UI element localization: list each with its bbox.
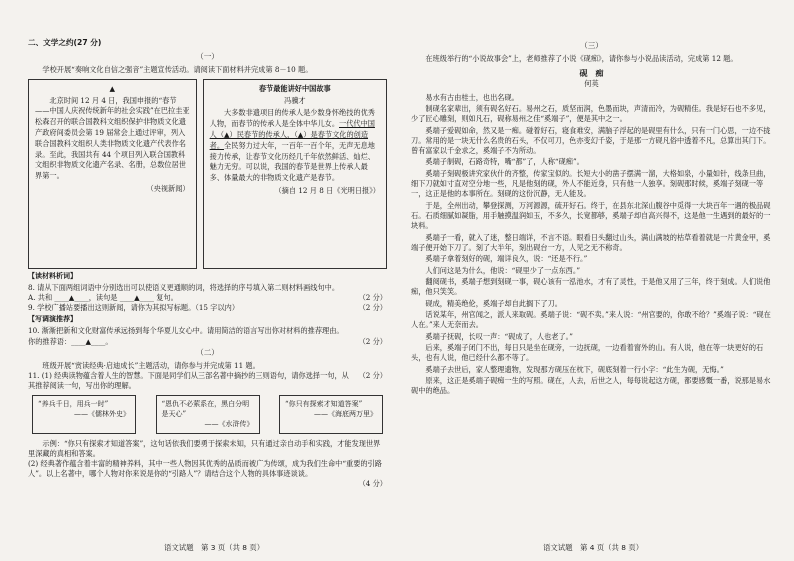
story-paragraph: 奚端子制砚，石路奇特，嘴“都”了，人称“砚痴”。: [425, 157, 584, 167]
question-9-points: （2 分）: [358, 303, 387, 313]
material-article-source: （摘自 12 月 8 日《光明日报》）: [274, 185, 380, 195]
question-11-1: 11. (1) 经典读物蕴含着人生的智慧。下面是同学们从三部名著中摘抄的三则语句，请你选择一句，从其推荐阅读一句，写出你的理解。 （2 分）: [28, 370, 387, 390]
part-two-label: （二）: [196, 347, 219, 357]
question-11-2-points: （4 分）: [358, 479, 387, 489]
label-write: 【写调演推荐】: [28, 315, 77, 324]
quote-box-1: “养兵千日，用兵一时” ——《儒林外史》: [32, 395, 136, 433]
question-10-points: （2 分）: [358, 336, 387, 346]
story-paragraph: 翻阅砚书，奚端子想到刻砚一事，砚心该有一泓池水，才有了灵性，于是他又用了三年，终于刻成。人们说他痴，他只笑笑。: [411, 276, 771, 297]
story-body: [411, 93, 772, 397]
story-paragraph: 奚端子一看，就入了迷，整日端详，不言不语。眼看日头翻过山头，满山满坡的枯草看着就是一片黄金甲，奚端子便开始下刀了。刻了大半年，刻出砚台一方，人见之无不称奇。: [411, 232, 771, 252]
story-paragraph: 奚端子拿着刻好的砚，端详良久，说：“还是不行。”: [425, 254, 588, 264]
story-paragraph: 话说某年，州官闻之，派人来取砚。奚端子说：“砚不卖。”来人说：“州官要的，你敢不给？”奚端子说：“砚在人在。”来人无奈而去。: [411, 310, 771, 330]
quote-box-3: “你只有探索才知道答案” ——《海底两万里》: [279, 395, 383, 433]
story-paragraph: 于是，全州出动，攀登探测，万河源源，硫开好石。终于，在县东北深山腹谷中觅得一大块百年一遇的极品砚石。石质细腻如凝脂，用手触摸温润如玉，不多久，长宽都够，奚端子却自高兴得不，这是他一生遇到的最好的一块料。: [411, 200, 771, 231]
material-article-text: 大多数非遗项目的传承人是少数身怀绝技的优秀人物，而春节的传承人是全体中华儿女。一代代中国人（▲）民春节的传承人，（▲）是春节文化的创造者。全民努力过大年，一百年一百个年，无声无息地接力传承，让春节文化历经几千年依然鲜活、灿烂、魅力无穷。可以说，我国的春节是世界上传承人最多、体量最大的非物质文化遗产是春节。: [209, 108, 375, 183]
story-paragraph: 砚成，精美绝伦，奚端子却自此搁下了刀。: [425, 298, 562, 308]
part-three-label: （三）: [580, 41, 603, 50]
story-paragraph: 奚端子爱砚如命，然又是一痴。碰着好石，寝食难安，满脑子浮起的是砚里有什么，只有一门心思，一边不拢刀。常用的是一块无什么名贵的石头，不仅可刀，色亦变幻千姿，于是那一方砚凡俗中透着不凡，总算出其门下。曾有富家以千金求之，奚端子不为所动。: [411, 125, 771, 156]
material-news-title-mark: ▲: [109, 83, 116, 93]
question-11-2: (2) 经典著作蕴含着丰富的精神养料，其中一些人物因其优秀的品质而被广为传颂，成为我们生命中“重要的引路人”。以上名著中，哪个人物对你来说是你的“引路人”？请结合这个人物的具体事迹谈谈。: [28, 459, 382, 479]
story-paragraph: 易水有古由桂士，也出名砚。: [425, 92, 519, 102]
material-article-title: 春节最能讲好中国故事: [258, 83, 331, 93]
right-footer: 语文试题 第 4 页（共 8 页）: [543, 543, 644, 553]
question-8-points: （2 分）: [358, 292, 387, 302]
underlined-sentence: 一代代中国人（▲）民春节的传承人，（▲）是春节文化的创造者。: [209, 119, 375, 150]
question-8-line: A. 共和 ____▲____，读句是 ____▲____ 复句。 （2 分）: [28, 292, 387, 302]
story-paragraph: 人们问这是为什么，他说：“砚里少了一点东西。”: [425, 265, 581, 275]
story-paragraph: 奚端子去世后，家人整理遗物，发现那方砚压在枕下，砚底刻着一行小字：“此生为砚，无悔。”: [425, 364, 724, 374]
left-footer: 语文试题 第 3 页（共 8 页）: [164, 543, 265, 553]
material-article-author: 冯骥才: [284, 95, 306, 105]
story-paragraph: 后来，奚端子闭门不出，每日只是坐在砚旁，一边抚砚，一边看着窗外的山。有人说，他在等一块更好的石头，也有人说，他已经什么都不等了。: [411, 343, 764, 363]
label-read: 【读材料析词】: [28, 271, 77, 280]
question-11-1-points: （2 分）: [358, 370, 387, 380]
story-title: 砚 痴: [579, 68, 604, 78]
question-10: 10. 渐渐把新和文化财富传承远扬到每个华夏儿女心中。请用简洁的语言写出你对材料的推荐理由。: [28, 326, 344, 336]
quote-box-2: “恩仇不必萦系在，黑白分明是天心” ——《水浒传》: [156, 395, 260, 433]
part-three-intro: 在班级举行的“小说故事会”上，老师推荐了小说《砚痴》，请你参与小说品读活动，完成第 12 题。: [425, 53, 738, 63]
story-author: 何英: [584, 79, 599, 89]
story-paragraph: 奚端子抚砚，长叹一声：“砚成了，人也老了。”: [425, 331, 573, 341]
material-news-source: （央视新闻）: [146, 183, 190, 193]
question-8: 8. 请从下面两组词语中分别选出可以使语义更通顺的词，将选择的序号填入第二则材料画线句中。: [28, 282, 340, 292]
question-9: 9. 学校广播站要播出这则新闻，请你为其拟写标题。（15 字以内） （2 分）: [28, 303, 387, 313]
quotes-row: [28, 395, 387, 433]
story-paragraph: 奚端子刻砚极讲究家伙什的齐整，传家宝似的。长短大小的凿子摆满一溜，大格如泉，小量如针，线条旦曲，细下刀就如寸直对空分地一些，凡是他刻的砚，外人不能近身，只有他一人独享。刻砚那时候，奚端子刻砚一等一，这正是他的本事所在。刻砚的这份沉静，无人能及。: [411, 168, 771, 199]
material-news-text: 北京时间 12 月 4 日，我国申报的“春节——中国人庆祝传统新年的社会实践”在巴拉圭亚松森召开的联合国教科文组织保护非物质文化遗产政府间委员会第 19 届常会上通过评审，列入联合国教科文组织人类非物质文化遗产代表作名录。至此，我国共有 44 个项目列入联合国教科文组织非物质文化遗产名录、名册，总数位居世界第一。: [35, 95, 190, 181]
part-two-intro: 班级开展“赏读经典·启迪成长”主题活动，请你参与并完成第 11 题。: [42, 360, 260, 370]
right-page: [397, 0, 794, 561]
material-article-box: [203, 79, 387, 269]
part-one-intro: 学校开展“奏响文化自信之强音”主题宣传活动。请阅读下面材料并完成第 8－10 题。: [42, 64, 313, 74]
story-paragraph: 制砚名家辈出，须有砚名好石。易州之石，质坚而润，色墨而块，声清而冷，为砚精佳。我是好石也不多见，少了匠心雕刻，则如凡石，砚称易州之佳“奚端子”，便是其中之一。: [411, 103, 771, 124]
section-heading: 二、文学之约(27 分): [28, 38, 102, 47]
part-one-label: （一）: [196, 51, 219, 61]
question-11-2-points-row: [28, 479, 387, 489]
question-11-example: 示例：“你只有探索才知道答案”，这句话依我们要勇于探索未知，只有通过亲自动手和实践，才能发现世界里深藏的真相和答案。: [28, 438, 381, 458]
materials-row: [28, 79, 387, 269]
story-paragraph: 原来，这正是奚端子砚痴一生的写照。砚在，人去，后世之人，每每说起这方砚，都要感慨一番，说那是易水砚中的绝品。: [411, 376, 771, 396]
question-10-line: 你的推荐语：____▲____。 （2 分）: [28, 336, 387, 346]
material-news-box: [28, 79, 197, 269]
